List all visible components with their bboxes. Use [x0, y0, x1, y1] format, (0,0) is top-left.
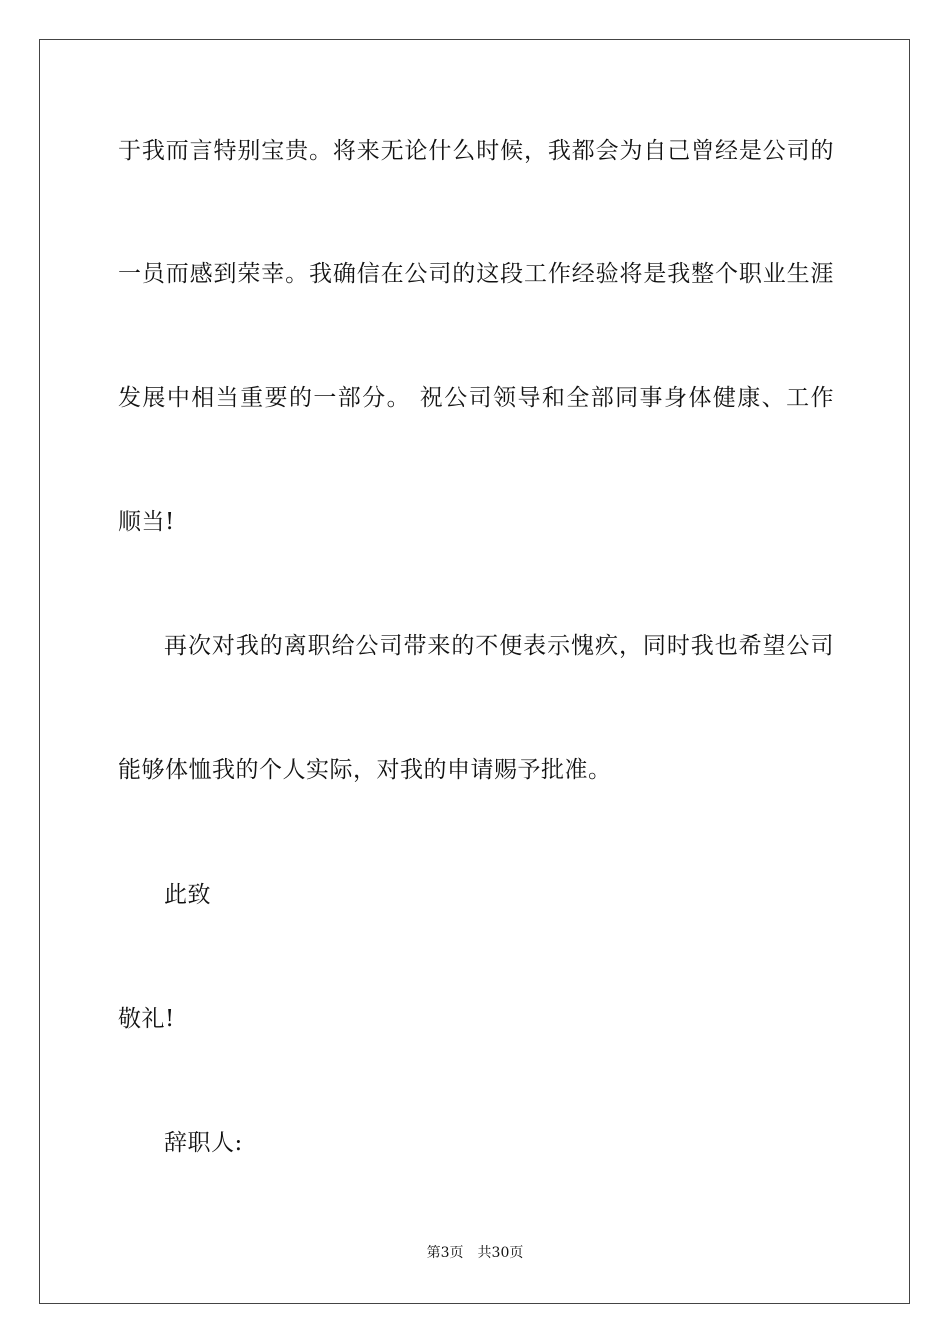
body-line-3: 发展中相当重要的一部分。 祝公司领导和全部同事身体健康、工作: [118, 385, 834, 411]
current-page-number: 第3页: [426, 1245, 464, 1261]
closing-regards: 敬礼!: [118, 1006, 175, 1032]
signature-label: 辞职人:: [164, 1130, 243, 1156]
body-line-2: 一员而感到荣幸。我确信在公司的这段工作经验将是我整个职业生涯: [118, 261, 834, 287]
total-pages: 共30页: [477, 1245, 524, 1261]
page-frame: [39, 39, 910, 1304]
body-line-6: 能够体恤我的个人实际，对我的申请赐予批准。: [118, 757, 612, 783]
page-footer: [0, 1244, 950, 1262]
body-line-1: 于我而言特别宝贵。将来无论什么时候，我都会为自己曾经是公司的: [118, 138, 834, 164]
body-line-4: 顺当!: [118, 509, 175, 535]
closing-salutation: 此致: [164, 882, 211, 908]
body-line-5: 再次对我的离职给公司带来的不便表示愧疚，同时我也希望公司: [164, 633, 834, 659]
